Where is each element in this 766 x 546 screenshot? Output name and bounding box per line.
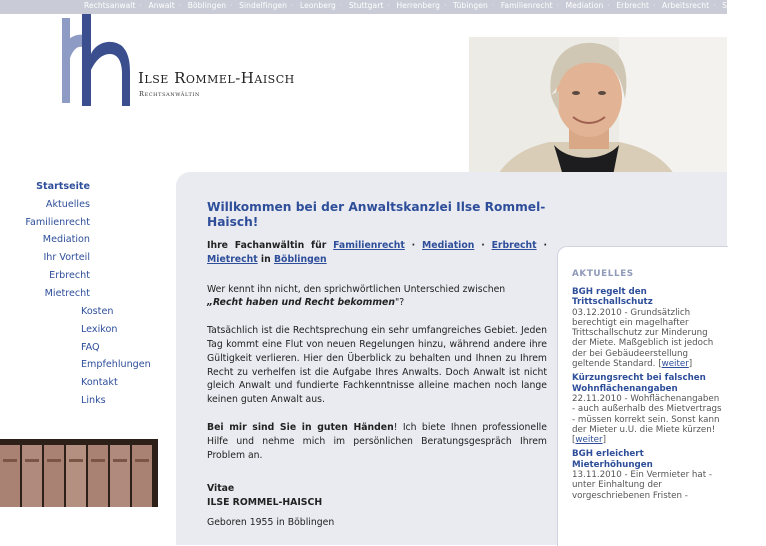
- law-books-image: [0, 439, 158, 507]
- logo[interactable]: [60, 14, 295, 110]
- news-date: 03.12.2010: [572, 307, 622, 318]
- nav-item-faq[interactable]: FAQ: [81, 341, 100, 353]
- link-erbrecht[interactable]: Erbrecht: [491, 240, 537, 251]
- logo-subtitle: Rechtsanwältin: [139, 90, 200, 98]
- nav-item-empfehlungen[interactable]: Empfehlungen: [81, 359, 151, 371]
- top-link[interactable]: Anwalt: [148, 1, 175, 10]
- nav-item-kontakt[interactable]: Kontakt: [81, 377, 118, 389]
- promise-paragraph: [207, 421, 547, 462]
- news-more-link[interactable]: weiter: [661, 359, 689, 370]
- top-keyword-links: Rechtsanwalt · Anwalt · Böblingen · Sindelfingen · Leonberg · Stuttgart · Herrenberg · Tübingen · Familienrecht · Mediation · Erbrecht · Arbeitsrecht · Scheidung: [84, 1, 763, 10]
- top-link[interactable]: Familienrecht: [500, 1, 553, 10]
- vitae-born: Geboren 1955 in Böblingen: [207, 516, 335, 528]
- intro-text: Wer kennt ihn nicht, den sprichwörtlichen Unterschied zwischen: [207, 283, 506, 295]
- top-link[interactable]: Erbrecht: [616, 1, 650, 10]
- top-link[interactable]: Leonberg: [299, 1, 336, 10]
- specialties: Ihre Fachanwältin für Familienrecht · Mediation · Erbrecht · Mietrecht in Böblingen: [207, 240, 547, 265]
- intro-quote: „Recht haben und Recht bekommen: [207, 297, 395, 309]
- top-link[interactable]: Mediation: [565, 1, 604, 10]
- page-title: Willkommen bei der Anwaltskanzlei Ilse Rommel-Haisch!: [207, 200, 546, 229]
- news-text: Grundsätzlich berechtigt ein magelhafter Trittschallschutz zur Minderung der Miete. Maßgeblich ist jedoch der bei Gebäudeerstellung geltende Standard.: [572, 307, 714, 370]
- news-box: [557, 246, 728, 546]
- news-item: BGH regelt den Trittschallschutz 03.12.2010 - Grundsätzlich berechtigt ein magelhafter Trittschallschutz zur Minderung der Miete. Maßgeblich ist jedoch der bei Gebäudeerstellung geltende Standard. [weiter]: [572, 287, 722, 369]
- intro-paragraph: [207, 283, 547, 311]
- link-mietrecht[interactable]: Mietrecht: [207, 253, 258, 265]
- rh-monogram-icon: [60, 14, 140, 110]
- specialties-in: in: [260, 253, 271, 265]
- link-mediation[interactable]: Mediation: [422, 240, 475, 251]
- link-boeblingen[interactable]: Böblingen: [273, 253, 327, 265]
- secondary-nav: [81, 303, 151, 410]
- top-link[interactable]: Arbeitsrecht: [662, 1, 710, 10]
- nav-item-mietrecht[interactable]: Mietrecht: [44, 287, 90, 299]
- news-text: Ein Vermieter hat - unter Einhaltung der vorgeschriebenen Fristen -: [572, 470, 713, 501]
- top-link[interactable]: Tübingen: [453, 1, 488, 10]
- top-keyword-bar: [0, 0, 763, 14]
- vitae-heading: [207, 482, 547, 510]
- specialties-prefix: Ihre Fachanwältin für: [207, 240, 327, 251]
- news-more-link[interactable]: weiter: [575, 435, 603, 446]
- top-link[interactable]: Herrenberg: [396, 1, 441, 10]
- news-title[interactable]: BGH erleichert Mieterhöhungen: [572, 449, 653, 470]
- top-link[interactable]: Sindelfingen: [239, 1, 288, 10]
- nav-item-aktuelles[interactable]: Aktuelles: [45, 198, 90, 210]
- welcome-content: [207, 200, 547, 544]
- news-date: 22.11.2010: [572, 393, 622, 404]
- vitae-name: ILSE ROMMEL-HAISCH: [207, 497, 323, 509]
- link-familienrecht[interactable]: Familienrecht: [333, 240, 405, 251]
- top-link[interactable]: Rechtsanwalt: [84, 1, 136, 10]
- top-link[interactable]: Scheidung: [722, 1, 763, 10]
- news-title[interactable]: Kürzungsrecht bei falschen Wohnflächenangaben: [572, 373, 706, 394]
- vitae-label: Vitae: [207, 483, 235, 495]
- news-text: Wohflächenangaben - auch außerhalb des Mietvertrags - müssen korrekt sein. Sonst kann der Mieter u.U. die Miete kürzen!: [572, 393, 722, 435]
- top-link[interactable]: Böblingen: [187, 1, 227, 10]
- nav-item-familienrecht[interactable]: Familienrecht: [25, 216, 90, 228]
- nav-item-lexikon[interactable]: Lexikon: [81, 323, 118, 335]
- logo-name: Ilse Rommel-Haisch: [138, 69, 295, 87]
- nav-item-kosten[interactable]: Kosten: [81, 306, 114, 317]
- news-title[interactable]: BGH regelt den Trittschallschutz: [572, 287, 653, 308]
- nav-item-ihr-vorteil[interactable]: Ihr Vorteil: [43, 252, 90, 264]
- nav-item-erbrecht[interactable]: Erbrecht: [49, 269, 90, 281]
- news-item: BGH erleichert Mieterhöhungen 13.11.2010 - Ein Vermieter hat - unter Einhaltung der vorgeschriebenen Fristen -: [572, 449, 722, 500]
- promise-text: ! Ich biete Ihnen professionelle Hilfe und nehme mich im persönlichen Beratungsgespräch Ihrem Problem an.: [207, 421, 547, 461]
- main-nav: [0, 178, 90, 303]
- nav-item-links[interactable]: Links: [81, 394, 106, 406]
- news-item: Kürzungsrecht bei falschen Wohnflächenangaben 22.11.2010 - Wohflächenangaben - auch außerhalb des Mietvertrags - müssen korrekt sein. Sonst kann der Mieter u.U. die Miete kürzen! [weiter]: [572, 373, 722, 446]
- intro-quote-end: "?: [394, 297, 405, 309]
- promise-bold: Bei mir sind Sie in guten Händen: [207, 421, 394, 433]
- body-paragraph: Tatsächlich ist die Rechtsprechung ein sehr umfangreiches Gebiet. Jeden Tag kommt eine Flut von neuen Regelungen hinzu, während andere ihre Gültigkeit verlieren. Hier den Überblick zu behalten und Ihnen zu Ihrem Recht zu verhelfen ist die Aufgabe Ihres Anwalts. Doch Anwalt ist nicht gleich Anwalt und fundierte Fachkenntnisse alleine machen noch lange keinen guten Anwalt aus.: [207, 325, 547, 406]
- nav-item-mediation[interactable]: Mediation: [42, 234, 90, 246]
- news-heading: AKTUELLES: [572, 269, 634, 279]
- news-date: 13.11.2010: [572, 470, 622, 481]
- top-link[interactable]: Stuttgart: [348, 1, 384, 10]
- nav-item-startseite[interactable]: Startseite: [36, 181, 90, 192]
- news-list: [572, 287, 722, 505]
